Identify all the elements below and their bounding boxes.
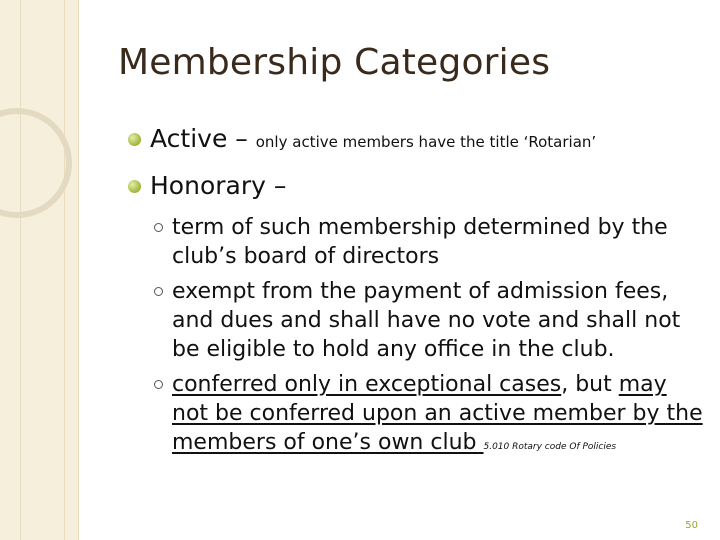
sub-bullet-underlined-text: may not be conferred upon an active member by the members of one’s own club [172,372,703,455]
sub-bullet-conferred [128,370,703,462]
decorative-sidebar [0,0,79,540]
sub-bullet-text: exempt from the payment of admission fees, and dues and shall have no vote and shall not be eligible to hold any office in the club. [172,279,681,362]
sidebar-divider [20,0,21,540]
bullet-dash: – [265,171,287,200]
sub-bullet-text: term of such membership determined by the club’s board of directors [172,215,668,269]
sub-bullet-ring-icon [154,287,163,296]
sub-bullet-term [128,213,703,271]
sub-bullet-exempt [128,277,703,364]
sub-bullet-ring-icon [154,223,163,232]
policy-reference: 5.010 Rotary code Of Policies [483,442,617,452]
bullet-term: Active [150,124,228,153]
bullet-dot-icon [128,180,141,193]
bullet-dash: – [227,124,256,153]
bullet-term: Honorary [150,171,266,200]
sub-bullet-text: , but [561,372,619,397]
sub-bullet-ring-icon [154,380,163,389]
bullet-honorary [128,169,703,203]
bullet-note: only active members have the title ‘Rotarian’ [255,133,597,151]
bullet-dot-icon [128,133,141,146]
sub-bullet-underlined-text: conferred only in exceptional cases [172,372,562,397]
bullet-list [128,122,703,468]
bullet-active [128,122,703,159]
slide-title: Membership Categories [118,42,551,83]
page-number: 50 [685,520,698,531]
sidebar-divider [64,0,65,540]
